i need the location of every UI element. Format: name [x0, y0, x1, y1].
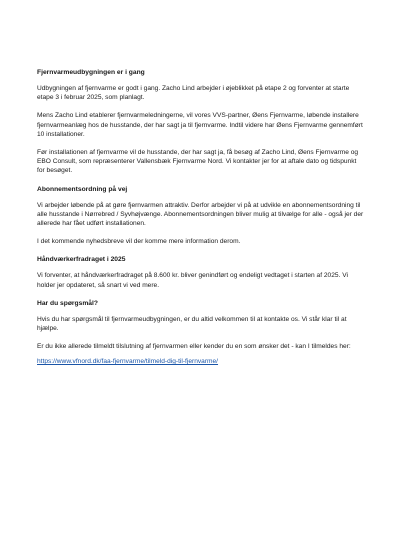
paragraph: Er du ikke allerede tilmeldt tilslutning af fjernvarmen eller kender du en som ønsker det - kan I tilmeldes her:	[37, 343, 351, 351]
heading-udbygning: Fjernvarmeudbygningen er i gang	[37, 69, 145, 76]
paragraph: Vi forventer, at håndværkerfradraget på 8.600 kr. bliver genindført og endeligt vedtaget i starten af 2025. Vi holder jer opdateret, så snart vi ved mere.	[37, 272, 348, 289]
signup-link[interactable]: https://www.vfnord.dk/faa-fjernvarme/tilmeld-dig-til-fjernvarme/	[37, 358, 219, 366]
paragraph: Hvis du har spørgsmål til fjernvarmeudbygningen, er du altid velkommen til at kontakte os. Vi står klar til at hjælpe.	[37, 315, 347, 333]
paragraph: Mens Zacho Lind etablerer fjernvarmeledningerne, vil vores VVS-partner, Øens Fjernvarme, løbende installere fjernvarmeanlæg hos de husstande, der har sagt ja til fjernvarme. Indtil videre har Øens Fjernvarme gennemført 10 installationer.	[37, 112, 363, 138]
heading-spoergsmaal: Har du spørgsmål?	[37, 299, 98, 307]
paragraph: Vi arbejder løbende på at gøre fjernvarmen attraktiv. Derfor arbejder vi på at udvikle en abonnementsordning til alle husstande i Nørrebred / Syvhøjvænge. Abonnementsordningen bliver mulig at tilvælge for alle - også jer der allerede har fået udført installationen.	[37, 201, 364, 228]
paragraph: I det kommende nyhedsbreve vil der komme mere information derom.	[37, 238, 241, 246]
heading-abonnement: Abonnementsordning på vej	[37, 185, 128, 193]
newsletter-body	[37, 68, 365, 376]
paragraph: Udbygningen af fjernvarme er godt i gang. Zacho Lind arbejder i øjeblikket på etape 2 og forventer at starte etape 3 i februar 2025, som planlagt.	[37, 85, 350, 102]
link-paragraph	[37, 357, 365, 366]
paragraph: Før installationen af fjernvarme vil de husstande, der har sagt ja, få besøg af Zacho Lind, Øens Fjernvarme og EBO Consult, som repræsenterer Vallensbæk Fjernvarme Nord. Vi kontakter jer for at aftale dato og tidspunkt for besøget.	[37, 149, 359, 175]
heading-fradrag: Håndværkerfradraget i 2025	[37, 256, 126, 264]
